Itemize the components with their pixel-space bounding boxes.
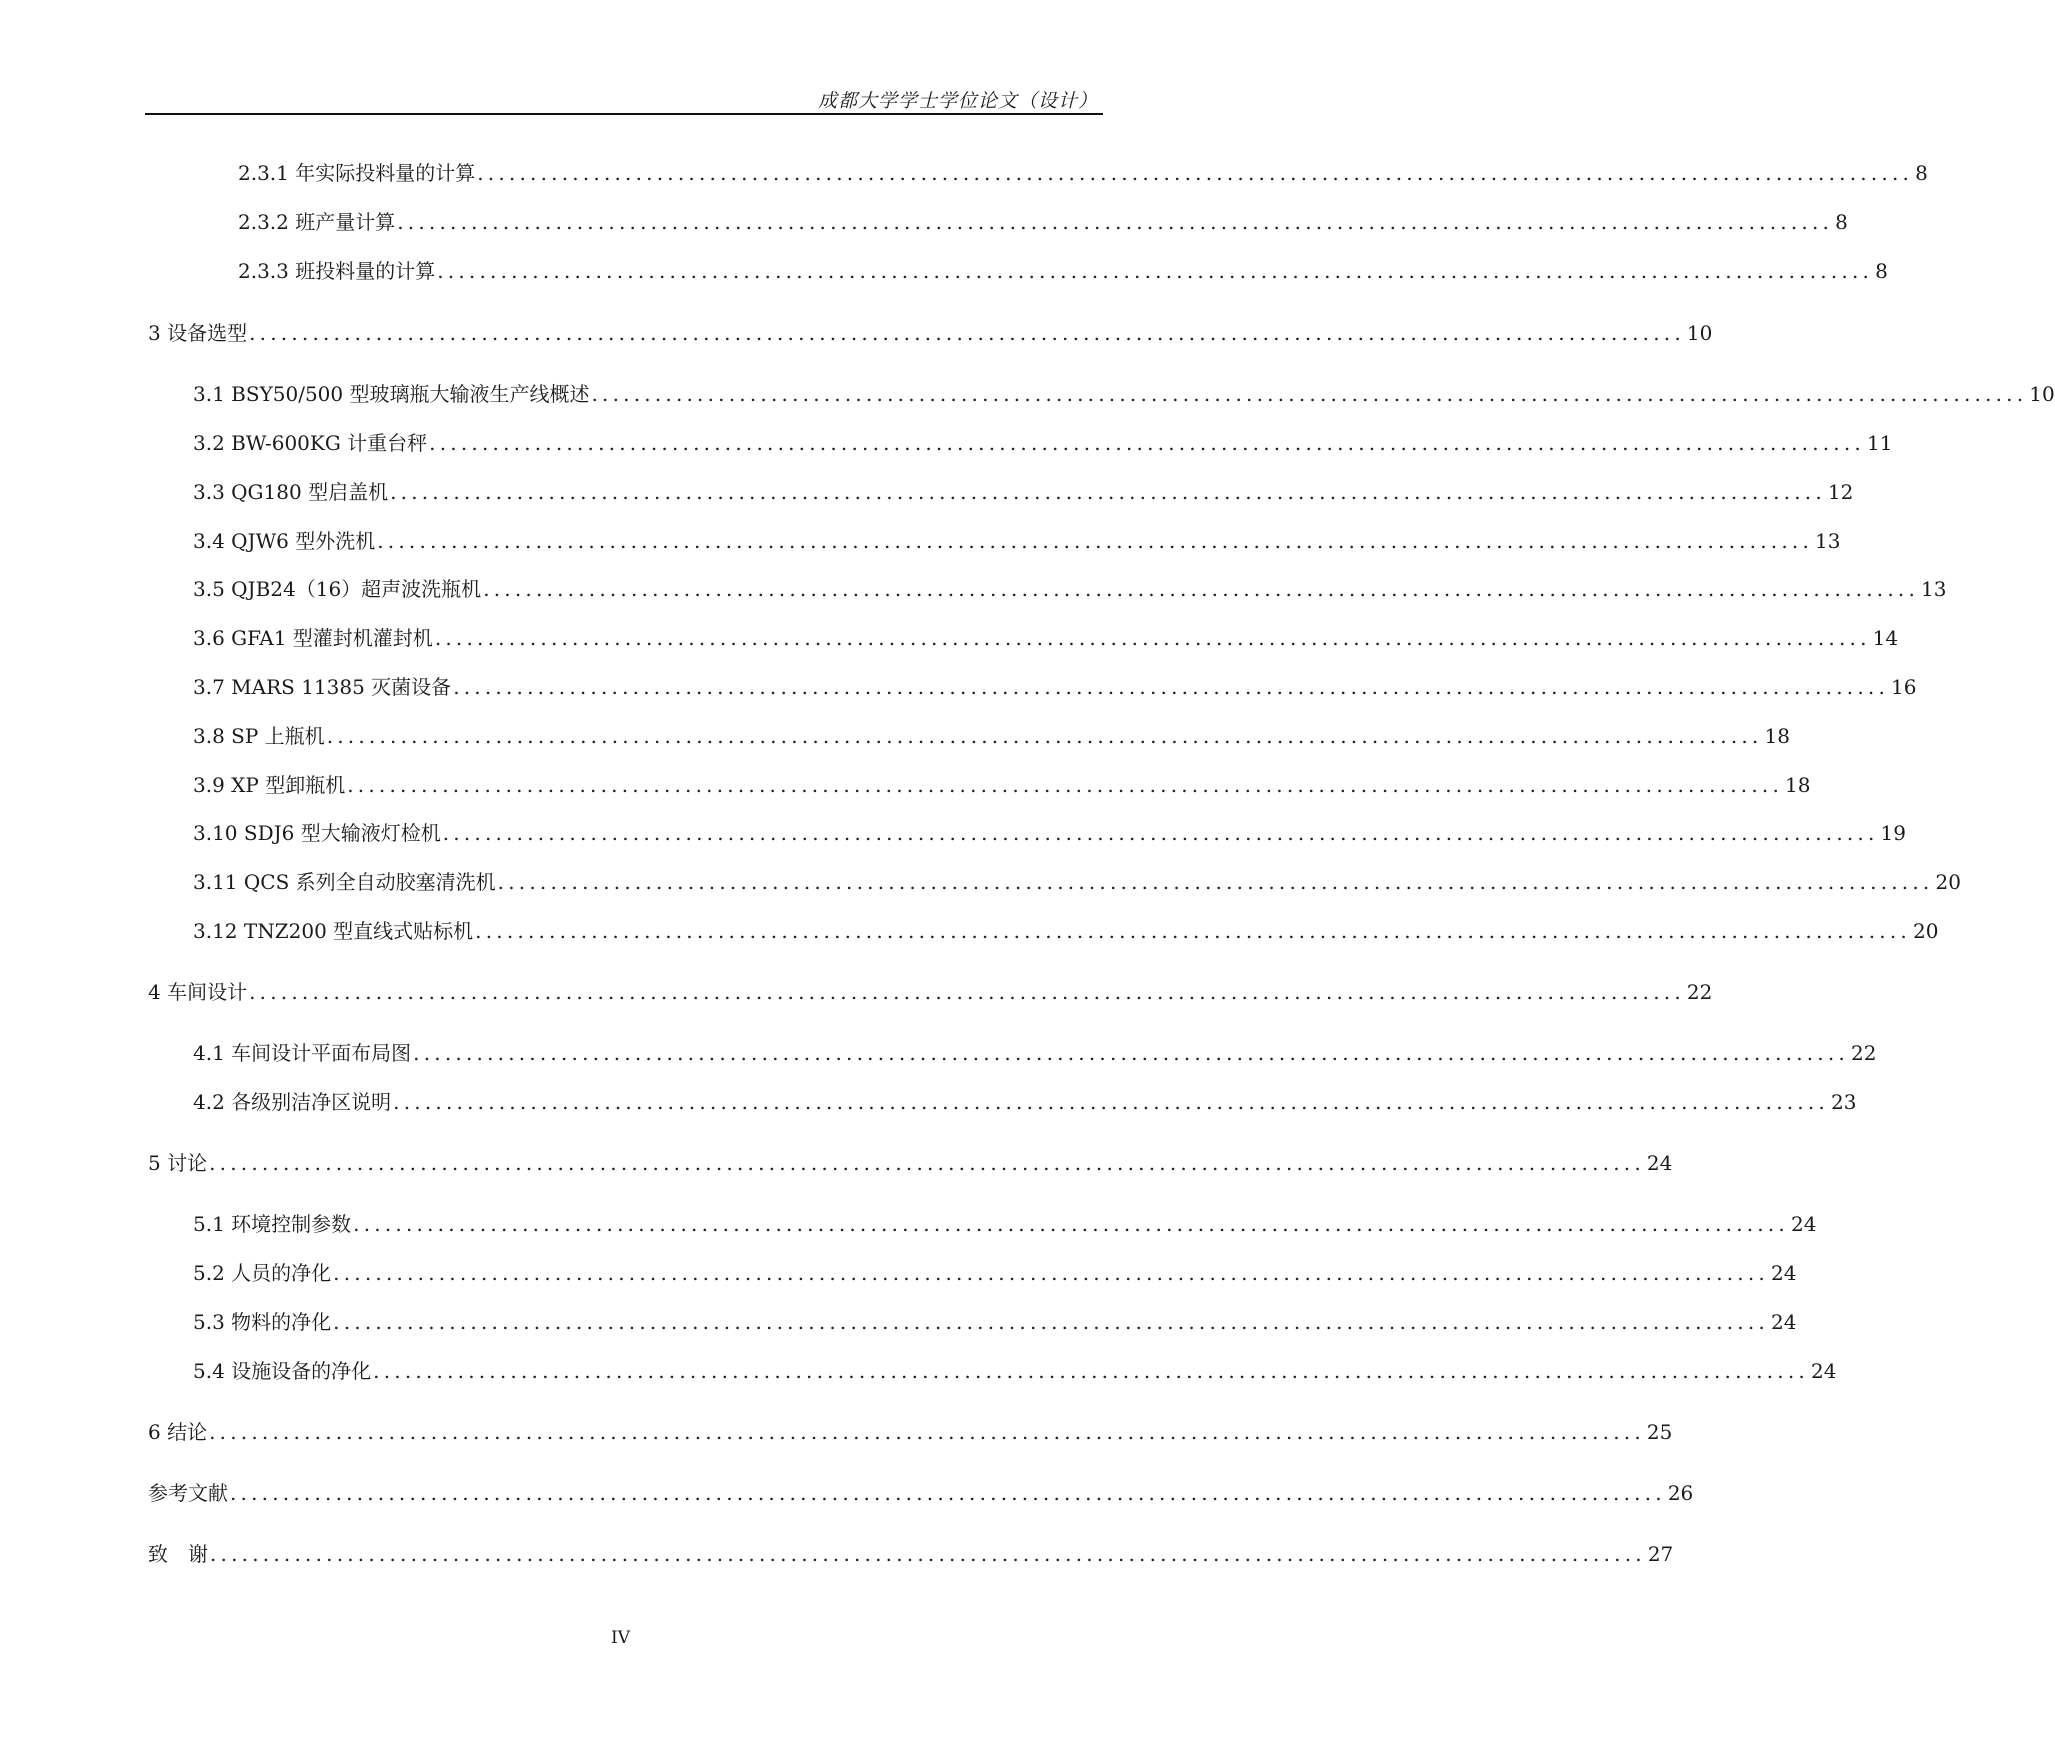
toc-dot-leader: ........................................................................................................................................ xyxy=(429,431,1865,455)
toc-entry-title: 4 车间设计 xyxy=(148,980,248,1004)
toc-dot-leader: ........................................................................................................................................ xyxy=(397,210,1834,234)
toc-page-number: 22 xyxy=(1686,980,1713,1004)
toc-entry-3[interactable] xyxy=(148,318,1713,348)
toc-page-number: 11 xyxy=(1866,431,1893,455)
toc-entry-title: 6 结论 xyxy=(148,1420,208,1444)
toc-dot-leader: ........................................................................................................................................ xyxy=(373,1359,1809,1383)
toc-entry-title: 2.3.3 班投料量的计算 xyxy=(238,259,436,283)
toc-entry-3-12[interactable] xyxy=(193,916,1939,946)
toc-entry-title: 3.6 GFA1 型灌封机灌封机 xyxy=(193,626,433,650)
header-rule xyxy=(145,113,1103,115)
toc-page-number: 24 xyxy=(1770,1261,1797,1285)
toc-entry-title: 5.1 环境控制参数 xyxy=(193,1212,352,1236)
toc-page-number: 12 xyxy=(1827,480,1854,504)
toc-entry-2-3-2[interactable] xyxy=(238,207,1848,237)
toc-dot-leader: ........................................................................................................................................ xyxy=(209,1420,1645,1444)
toc-dot-leader: ........................................................................................................................................ xyxy=(390,480,1826,504)
toc-entry-title: 3.12 TNZ200 型直线式贴标机 xyxy=(193,919,474,943)
toc-page-number: 13 xyxy=(1921,577,1947,601)
header-title: 成都大学学士学位论文（设计） xyxy=(817,90,1098,112)
toc-entry-title: 5.3 物料的净化 xyxy=(193,1310,332,1334)
toc-page-number: 20 xyxy=(1935,870,1961,894)
toc-entry-2-3-3[interactable] xyxy=(238,256,1888,286)
toc-entry-title: 3.1 BSY50/500 型玻璃瓶大输液生产线概述 xyxy=(193,382,590,406)
toc-entry-title: 参考文献 xyxy=(148,1481,228,1505)
toc-entry-3-8[interactable] xyxy=(193,721,1790,751)
toc-entry-title: 3 设备选型 xyxy=(148,321,248,345)
toc-entry-acknowledgements[interactable] xyxy=(148,1539,1674,1569)
toc-dot-leader: ........................................................................................................................................ xyxy=(483,577,1919,601)
toc-entry-references[interactable] xyxy=(148,1478,1694,1508)
toc-dot-leader: ........................................................................................................................................ xyxy=(442,821,1879,845)
toc-page-number: 8 xyxy=(1915,161,1928,185)
toc-page-number: 27 xyxy=(1647,1542,1674,1566)
toc-dot-leader: ........................................................................................................................................ xyxy=(249,980,1685,1004)
toc-entry-5-2[interactable] xyxy=(193,1258,1797,1288)
toc-dot-leader: ........................................................................................................................................ xyxy=(210,1542,1646,1566)
toc-page-number: 19 xyxy=(1880,821,1906,845)
toc-entry-6[interactable] xyxy=(148,1417,1673,1447)
toc-entry-title: 3.3 QG180 型启盖机 xyxy=(193,480,389,504)
toc-page-number: 20 xyxy=(1912,919,1939,943)
toc-dot-leader: ........................................................................................................................................ xyxy=(377,529,1814,553)
toc-dot-leader: ........................................................................................................................................ xyxy=(477,161,1914,185)
toc-dot-leader: ........................................................................................................................................ xyxy=(333,1310,1769,1334)
toc-entry-title: 5.2 人员的净化 xyxy=(193,1261,332,1285)
toc-entry-title: 3.7 MARS 11385 灭菌设备 xyxy=(193,675,452,699)
toc-entry-title: 3.10 SDJ6 型大输液灯检机 xyxy=(193,821,441,845)
toc-page-number: 13 xyxy=(1815,529,1841,553)
toc-entry-5-3[interactable] xyxy=(193,1307,1797,1337)
toc-page-number: 16 xyxy=(1891,675,1917,699)
toc-page-number: 24 xyxy=(1810,1359,1837,1383)
toc-entry-title: 2.3.1 年实际投料量的计算 xyxy=(238,161,476,185)
toc-dot-leader: ........................................................................................................................................ xyxy=(326,724,1763,748)
toc-page-number: 22 xyxy=(1850,1041,1877,1065)
toc-entry-3-9[interactable] xyxy=(193,770,1811,800)
toc-page-number: 8 xyxy=(1835,210,1848,234)
toc-entry-3-6[interactable] xyxy=(193,623,1899,653)
toc-entry-title: 3.11 QCS 系列全自动胶塞清洗机 xyxy=(193,870,496,894)
toc-dot-leader: ........................................................................................................................................ xyxy=(393,1090,1829,1114)
toc-entry-5-4[interactable] xyxy=(193,1356,1837,1386)
toc-entry-4-1[interactable] xyxy=(193,1038,1877,1068)
toc-entry-4-2[interactable] xyxy=(193,1087,1857,1117)
toc-dot-leader: ........................................................................................................................................ xyxy=(413,1041,1849,1065)
toc-entry-3-7[interactable] xyxy=(193,672,1917,702)
toc-page-number: 24 xyxy=(1646,1151,1673,1175)
toc-entry-5-1[interactable] xyxy=(193,1209,1817,1239)
toc-entry-title: 5 讨论 xyxy=(148,1151,208,1175)
toc-page-number: 24 xyxy=(1790,1212,1817,1236)
toc-entry-5[interactable] xyxy=(148,1148,1673,1178)
toc-dot-leader: ........................................................................................................................................ xyxy=(497,870,1934,894)
toc-entry-3-5[interactable] xyxy=(193,574,1947,604)
toc-dot-leader: ........................................................................................................................................ xyxy=(347,773,1784,797)
toc-entry-title: 3.4 QJW6 型外洗机 xyxy=(193,529,376,553)
toc-page-number: 8 xyxy=(1875,259,1888,283)
toc-entry-4[interactable] xyxy=(148,977,1713,1007)
toc-page-number: 18 xyxy=(1785,773,1811,797)
toc-dot-leader: ........................................................................................................................................ xyxy=(434,626,1871,650)
toc-entry-title: 3.9 XP 型卸瓶机 xyxy=(193,773,346,797)
toc-entry-title: 致 谢 xyxy=(148,1542,208,1566)
toc-entry-3-10[interactable] xyxy=(193,818,1906,848)
toc-page-number: 14 xyxy=(1872,626,1899,650)
toc-entry-title: 4.1 车间设计平面布局图 xyxy=(193,1041,412,1065)
toc-dot-leader: ........................................................................................................................................ xyxy=(591,382,2028,406)
toc-entry-3-11[interactable] xyxy=(193,867,1961,897)
toc-dot-leader: ........................................................................................................................................ xyxy=(333,1261,1769,1285)
toc-dot-leader: ........................................................................................................................................ xyxy=(437,259,1874,283)
toc-page-number: 25 xyxy=(1646,1420,1673,1444)
toc-entry-3-2[interactable] xyxy=(193,428,1893,458)
footer-page-number: IV xyxy=(611,1628,630,1648)
toc-entry-2-3-1[interactable] xyxy=(238,158,1928,188)
toc-entry-3-3[interactable] xyxy=(193,477,1854,507)
toc-entry-title: 3.8 SP 上瓶机 xyxy=(193,724,325,748)
toc-dot-leader: ........................................................................................................................................ xyxy=(453,675,1889,699)
toc-dot-leader: ........................................................................................................................................ xyxy=(249,321,1685,345)
toc-dot-leader: ........................................................................................................................................ xyxy=(353,1212,1789,1236)
toc-entry-title: 4.2 各级别洁净区说明 xyxy=(193,1090,392,1114)
toc-page-number: 18 xyxy=(1764,724,1790,748)
toc-dot-leader: ........................................................................................................................................ xyxy=(475,919,1911,943)
toc-dot-leader: ........................................................................................................................................ xyxy=(230,1481,1666,1505)
toc-page-number: 10 xyxy=(1686,321,1713,345)
toc-entry-title: 3.2 BW-600KG 计重台秤 xyxy=(193,431,428,455)
toc-page-number: 23 xyxy=(1830,1090,1857,1114)
toc-entry-3-4[interactable] xyxy=(193,526,1841,556)
toc-dot-leader: ........................................................................................................................................ xyxy=(209,1151,1645,1175)
toc-page-number: 10 xyxy=(2029,382,2055,406)
toc-entry-title: 3.5 QJB24（16）超声波洗瓶机 xyxy=(193,577,482,601)
toc-page-number: 24 xyxy=(1770,1310,1797,1334)
toc-entry-3-1[interactable] xyxy=(193,379,2055,409)
toc-entry-title: 2.3.2 班产量计算 xyxy=(238,210,396,234)
toc-entry-title: 5.4 设施设备的净化 xyxy=(193,1359,372,1383)
toc-page-number: 26 xyxy=(1667,1481,1694,1505)
